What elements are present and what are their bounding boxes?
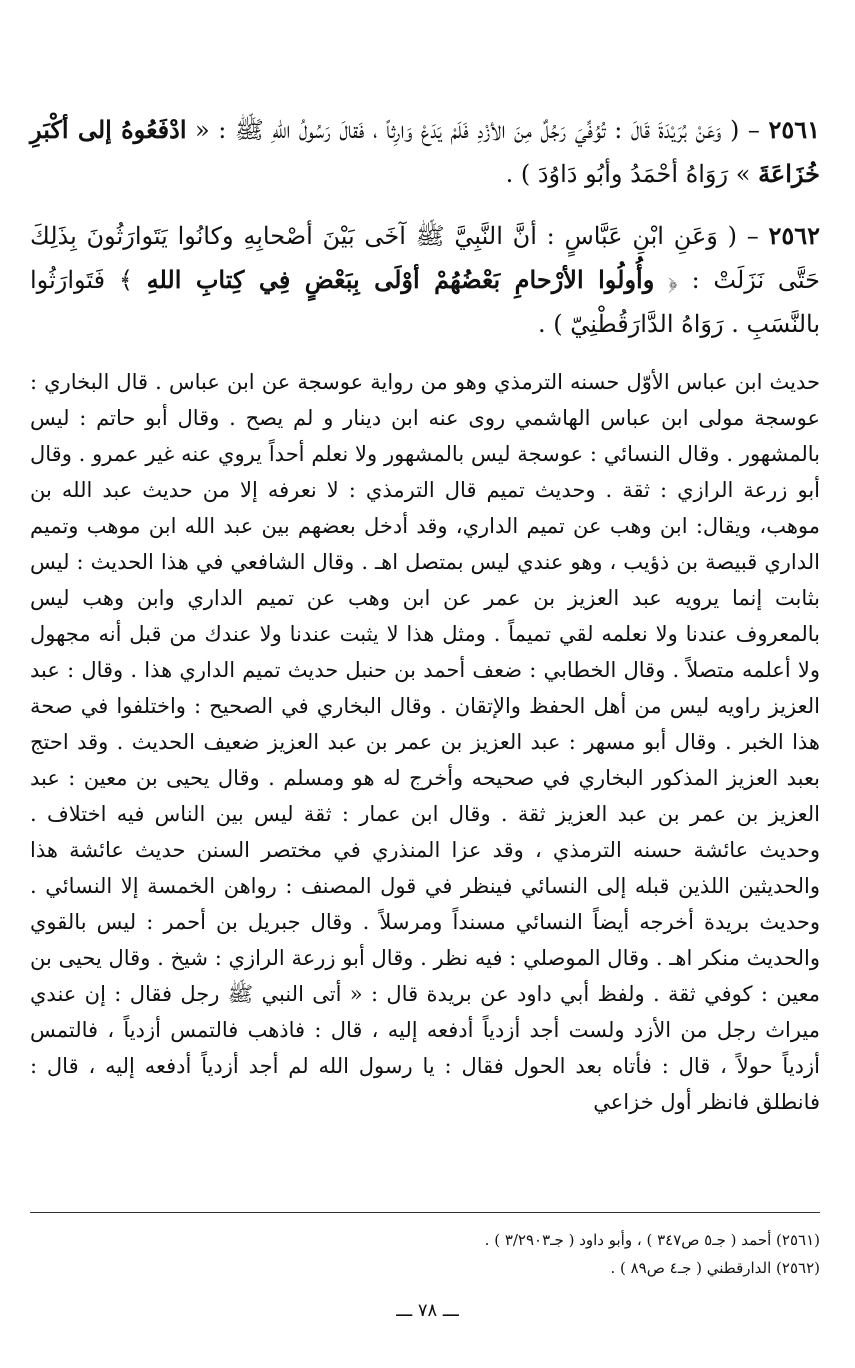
hadith-2561 <box>30 108 820 196</box>
footnotes <box>30 1226 820 1282</box>
hadith-text: – ( وَعَنْ بُرَيْدَةَ قَالَ : تُوُفِّيَ رَجُلٌ مِنَ الأزْدِ فَلَمْ يَدَعْ وَارِثاً ، فَقالَ رَسُولُ اللهِ ﷺ : « <box>186 116 769 144</box>
footnote-2561: (٢٥٦١) أحمد ( جـ٥ ص٣٤٧ ) ، وأبو داود ( جـ٣/٢٩٠٣ ) . <box>484 1231 820 1249</box>
page-body <box>30 108 820 1120</box>
hadith-2562 <box>30 214 820 346</box>
quran-verse: وأُولُوا الأرْحامِ بَعْضُهُمْ أوْلَى بِبَعْضٍ فِي كِتابِ اللهِ <box>146 265 655 294</box>
hadith-number: ٢٥٦٢ <box>768 221 820 250</box>
hadith-text: – ( وَعَنِ ابْنِ عَبَّاسٍ : أنَّ النَّبِيَّ ﷺ آخَى بَيْنَ أصْحابِهِ وكانُوا يَتَوارَثُونَ بِذَلِكَ حَتَّى نَزَلَتْ : ﴿ <box>30 222 821 294</box>
footnote-2562: (٢٥٦٢) الدارقطني ( جـ٤ ص٨٩ ) . <box>610 1259 820 1277</box>
hadith-quote: ادْفَعُوهُ إلى أكْبَرِ خُزَاعَةَ <box>30 115 820 188</box>
hadith-number: ٢٥٦١ <box>768 115 820 144</box>
page-number: ـــ ٧٨ ـــ <box>396 1300 459 1321</box>
commentary-text: حديث ابن عباس الأوّل حسنه الترمذي وهو من رواية عوسجة عن ابن عباس . قال البخاري : عوسجة مولى ابن عباس الهاشمي روى عنه ابن دينار و لم يصح . وقال أبو حاتم : ليس بالمشهور . وقال النسائي : عوسجة ليس بالمشهور ولا نعلم أحداً يروي عنه غير عمرو . وقال أبو زرعة الرازي : ثقة . وحديث تميم قال الترمذي : لا نعرفه إلا من حديث عبد الله بن موهب، ويقال: ابن وهب عن تميم الداري، وقد أدخل بعضهم بين عبد الله ابن موهب وتميم الداري قبيصة بن ذؤيب ، وهو عندي ليس بمتصل اهـ . وقال الشافعي في هذا الحديث : ليس بثابت إنما يرويه عبد العزيز بن عمر عن ابن وهب عن تميم الداري وابن وهب ليس بالمعروف عندنا ولا نعلمه لقي تميماً . ومثل هذا لا يثبت عندنا ولا عندك من قبل أنه مجهول ولا أعلمه متصلاً . وقال الخطابي : ضعف أحمد بن حنبل حديث تميم الداري هذا . وقال : عبد العزيز راويه ليس من أهل الحفظ والإتقان . وقال البخاري في الصحيح : واختلفوا في صحة هذا الخبر . وقال أبو مسهر : عبد العزيز بن عمر بن عبد العزيز ضعيف الحديث . وقد احتج بعبد العزيز المذكور البخاري في صحيحه وأخرج له هو ومسلم . وقال يحيى بن معين : عبد العزيز بن عمر بن عبد العزيز ثقة . وقال ابن عمار : ثقة ليس بين الناس فيه اختلاف . وحديث عائشة حسنه الترمذي ، وقد عزا المنذري في مختصر السنن حديث عائشة هذا والحديثين اللذين قبله إلى النسائي فينظر في قول المصنف : رواهن الخمسة إلا النسائي . وحديث بريدة أخرجه أيضاً النسائي مسنداً ومرسلاً . وقال جبريل بن أحمر : ليس بالقوي والحديث منكر اهـ . وقال الموصلي : فيه نظر . وقال أبو زرعة الرازي : شيخ . وقال يحيى بن معين : كوفي ثقة . ولفظ أبي داود عن بريدة قال : « أتى النبي ﷺ رجل فقال : إن عندي ميراث رجل من الأزد ولست أجد أزدياً أدفعه إليه ، قال : فاذهب فالتمس أزدياً ، فالتمس أزدياً حولاً ، قال : فأتاه بعد الحول فقال : يا رسول الله لم أجد أزدياً أدفعه إليه ، قال : فانطلق فانظر أول خزاعي <box>30 370 820 1114</box>
footnote-divider <box>30 1212 820 1213</box>
hadith-text: ﴾ فَتَوارَثُوا بالنَّسَبِ . رَوَاهُ الدَّارَقُطْنِيّ ) . <box>30 266 820 338</box>
hadith-text: » رَوَاهُ أحْمَدُ وأبُو دَاوُدَ ) . <box>505 160 759 188</box>
